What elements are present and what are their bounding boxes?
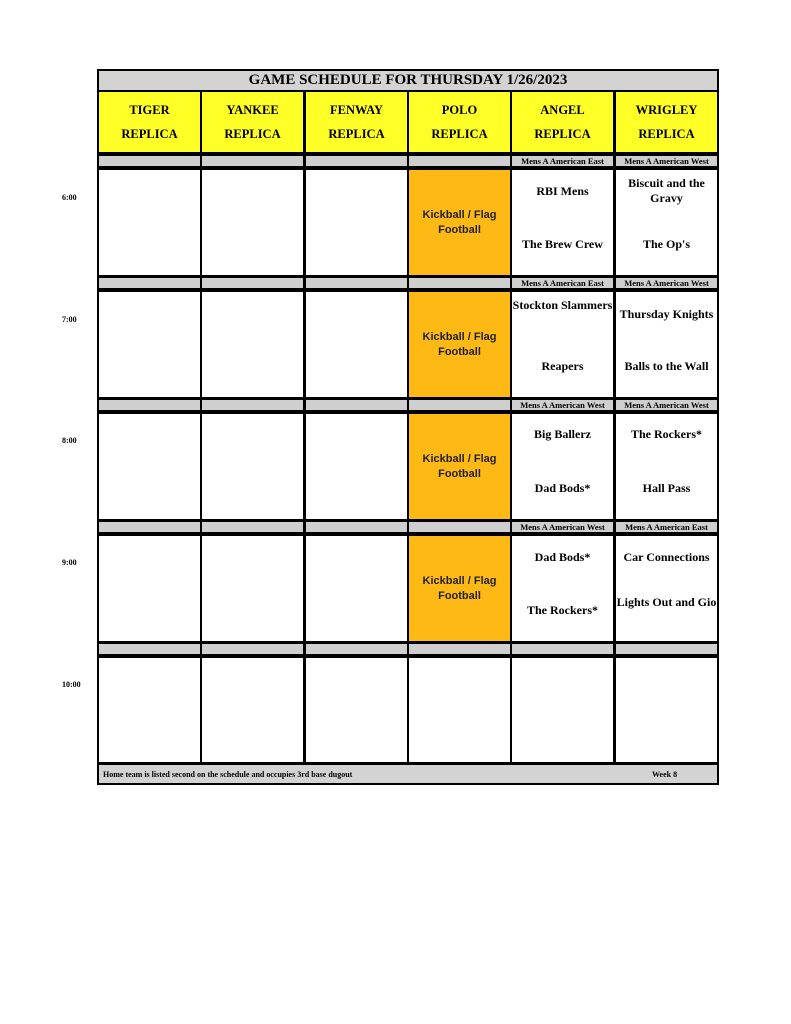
schedule-title: GAME SCHEDULE FOR THURSDAY 1/26/2023 (97, 69, 719, 92)
game-cell-empty (304, 168, 409, 277)
away-team: The Rockers* (631, 427, 702, 441)
away-team: RBI Mens (536, 184, 589, 198)
home-team: The Brew Crew (522, 237, 603, 251)
division-bar: Mens A American East (510, 154, 615, 168)
division-bar (200, 154, 305, 168)
division-bar: Mens A American West (614, 276, 719, 290)
game-cell-empty (97, 412, 202, 521)
game-cell-empty (200, 290, 305, 399)
field-header-fenway (304, 92, 409, 154)
away-team: Thursday Knights (619, 307, 714, 321)
division-bar (304, 276, 409, 290)
game-cell-empty (97, 290, 202, 399)
home-team: Dad Bods* (534, 481, 591, 495)
home-team: Balls to the Wall (624, 359, 709, 373)
game-cell-angel (510, 534, 615, 643)
kickball-label: Kickball / Flag Football (422, 452, 497, 480)
game-cell-empty (200, 412, 305, 521)
division-bar: Mens A American West (510, 520, 615, 534)
game-cell-wrigley (614, 534, 719, 643)
game-cell-empty (97, 168, 202, 277)
game-cell-empty (304, 290, 409, 399)
division-bar (200, 398, 305, 412)
field-header-wrigley (614, 92, 719, 154)
division-bar (97, 276, 202, 290)
field-name: FENWAY (329, 103, 384, 117)
division-bar (304, 154, 409, 168)
game-cell-empty (510, 656, 615, 764)
field-subtitle: REPLICA (638, 127, 695, 141)
game-cell-empty (304, 656, 409, 764)
game-cell-wrigley (614, 168, 719, 277)
game-cell-empty (200, 534, 305, 643)
kickball-flag-football-block (407, 534, 512, 643)
game-cell-empty (614, 656, 719, 764)
field-name: YANKEE (226, 103, 279, 117)
away-team: Biscuit and the Gravy (628, 176, 705, 205)
home-team: Lights Out and Gio (616, 595, 717, 609)
game-cell-empty (97, 656, 202, 764)
field-subtitle: REPLICA (431, 127, 488, 141)
division-bar (407, 520, 512, 534)
division-bar (407, 154, 512, 168)
game-cell-empty (200, 168, 305, 277)
field-header-yankee (200, 92, 305, 154)
division-bar (304, 398, 409, 412)
division-bar (97, 520, 202, 534)
away-team: Dad Bods* (534, 550, 591, 564)
kickball-label: Kickball / Flag Football (422, 330, 497, 358)
game-cell-empty (304, 534, 409, 643)
away-team: Car Connections (623, 550, 710, 564)
footer-note: Home team is listed second on the schedule and occupies 3rd base dugout (103, 770, 353, 779)
field-name: TIGER (129, 103, 170, 117)
division-bar: Mens A American East (614, 520, 719, 534)
division-bar: Mens A American West (510, 398, 615, 412)
division-bar (200, 276, 305, 290)
division-bar (510, 642, 615, 656)
game-cell-wrigley (614, 290, 719, 399)
field-subtitle: REPLICA (328, 127, 385, 141)
game-cell-empty (200, 656, 305, 764)
division-bar (304, 642, 409, 656)
home-team: Reapers (541, 359, 584, 373)
division-bar (200, 520, 305, 534)
schedule-footer (97, 763, 719, 785)
time-label: 8:00 (62, 436, 77, 445)
field-subtitle: REPLICA (534, 127, 591, 141)
game-cell-angel (510, 290, 615, 399)
game-cell-empty (97, 534, 202, 643)
division-bar: Mens A American West (614, 398, 719, 412)
division-bar (200, 642, 305, 656)
away-team: Stockton Slammers (512, 298, 613, 312)
division-bar (97, 154, 202, 168)
division-bar (97, 398, 202, 412)
time-label: 10:00 (62, 680, 81, 689)
game-cell-wrigley (614, 412, 719, 521)
field-header-polo (407, 92, 512, 154)
division-bar: Mens A American West (614, 154, 719, 168)
week-label: Week 8 (652, 770, 678, 779)
division-bar (407, 276, 512, 290)
kickball-flag-football-block (407, 168, 512, 277)
division-bar (97, 642, 202, 656)
division-bar (304, 520, 409, 534)
field-subtitle: REPLICA (224, 127, 281, 141)
field-name: POLO (441, 103, 478, 117)
time-label: 7:00 (62, 315, 77, 324)
time-label: 6:00 (62, 193, 77, 202)
game-cell-angel (510, 412, 615, 521)
kickball-flag-football-block (407, 290, 512, 399)
game-cell-empty (407, 656, 512, 764)
division-bar (614, 642, 719, 656)
field-name: WRIGLEY (635, 103, 698, 117)
kickball-label: Kickball / Flag Football (422, 208, 497, 236)
field-header-tiger (97, 92, 202, 154)
kickball-label: Kickball / Flag Football (422, 574, 497, 602)
field-name: ANGEL (540, 103, 585, 117)
division-bar: Mens A American East (510, 276, 615, 290)
home-team: The Op's (642, 237, 690, 251)
away-team: Big Ballerz (534, 427, 591, 441)
kickball-flag-football-block (407, 412, 512, 521)
game-cell-angel (510, 168, 615, 277)
division-bar (407, 398, 512, 412)
game-cell-empty (304, 412, 409, 521)
field-subtitle: REPLICA (121, 127, 178, 141)
home-team: Hall Pass (642, 481, 691, 495)
time-label: 9:00 (62, 558, 77, 567)
field-header-angel (510, 92, 615, 154)
division-bar (407, 642, 512, 656)
home-team: The Rockers* (527, 603, 598, 617)
